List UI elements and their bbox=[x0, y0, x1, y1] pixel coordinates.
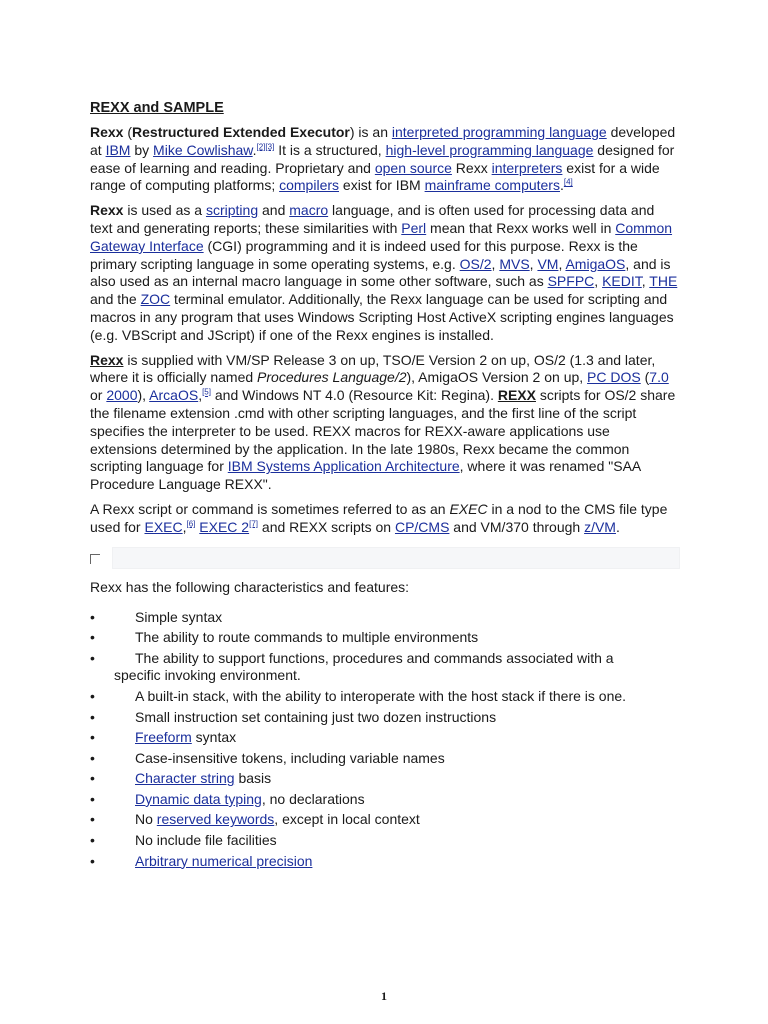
link-ibm-systems-application-architecture[interactable]: IBM Systems Application Architecture bbox=[227, 458, 460, 475]
bullet-icon: • bbox=[90, 649, 95, 666]
bullet-icon: • bbox=[90, 852, 95, 869]
link-macro[interactable]: macro bbox=[289, 202, 329, 219]
list-item-text: No include file facilities bbox=[135, 832, 277, 849]
list-item bbox=[90, 609, 680, 627]
term-rexx: Rexx bbox=[90, 124, 124, 140]
link-2000[interactable]: 2000 bbox=[106, 387, 138, 404]
link-high-level-programming-language[interactable]: high-level programming language bbox=[385, 141, 594, 158]
features-intro: Rexx has the following characteristics and features: bbox=[90, 578, 410, 595]
ref-7[interactable]: [7] bbox=[249, 519, 259, 529]
features-list bbox=[90, 609, 680, 871]
bullet-icon: • bbox=[90, 770, 95, 787]
bullet-icon: • bbox=[90, 608, 95, 625]
list-item bbox=[90, 853, 680, 871]
page-number: 1 bbox=[381, 989, 387, 1003]
paragraph-availability: Rexx is supplied with VM/SP Release 3 on up, TSO/E Version 2 on up, OS/2 (1.3 and later, where it is officially named Procedures Language/2), AmigaOS Version 2 on up, PC DOS (7.0 or 2000), ArcaOS,[5] and Windows NT 4.0 (Resource Kit: Regina). REXX scripts for OS/2 share the filename extension .cmd with other scripting languages, and the first line of the script specifies the interpreter to be used. REXX macros for REXX-aware applications use extensions determined by the application. In the late 1980s, Rexx became the common scripting language for IBM Systems Application Architecture, where it was renamed "SAA Procedure Language REXX". bbox=[90, 351, 676, 493]
link-scripting[interactable]: scripting bbox=[205, 202, 259, 219]
term-rexx-upper: REXX bbox=[497, 387, 536, 404]
list-item-text: A built-in stack, with the ability to interoperate with the host stack if there is one. bbox=[135, 687, 627, 704]
list-item bbox=[90, 811, 680, 829]
list-item bbox=[90, 791, 680, 809]
list-item bbox=[90, 629, 680, 647]
link-pc-dos[interactable]: PC DOS bbox=[587, 369, 641, 386]
link-exec-2[interactable]: EXEC 2 bbox=[199, 518, 250, 535]
link-mike-cowlishaw[interactable]: Mike Cowlishaw bbox=[153, 141, 253, 158]
link-z-vm[interactable]: z/VM bbox=[584, 518, 616, 535]
link-zoc[interactable]: ZOC bbox=[140, 291, 171, 308]
list-item bbox=[90, 709, 680, 727]
embedded-object-row bbox=[90, 547, 680, 569]
ref-6[interactable]: [6] bbox=[186, 519, 196, 529]
list-item-text: The ability to support functions, procedures and commands associated with a bbox=[135, 649, 614, 666]
bullet-icon: • bbox=[90, 729, 95, 746]
link-perl[interactable]: Perl bbox=[401, 219, 427, 236]
list-item bbox=[90, 770, 680, 788]
link-compilers[interactable]: compilers bbox=[279, 177, 340, 194]
list-item-link[interactable]: Arbitrary numerical precision bbox=[135, 852, 313, 869]
link-ibm[interactable]: IBM bbox=[105, 141, 131, 158]
list-item bbox=[90, 650, 680, 685]
link-mainframe-computers[interactable]: mainframe computers bbox=[424, 177, 560, 194]
bullet-icon: • bbox=[90, 832, 95, 849]
link-common-gateway-interface[interactable]: Common Gateway Interface bbox=[90, 219, 673, 254]
ref-5[interactable]: [5] bbox=[202, 387, 211, 397]
paragraph-usage: Rexx is used as a scripting and macro language, and is often used for processing data and text and generating reports; these similarities with Perl mean that Rexx works well in Common Gateway Interface (CGI) programming and it is indeed used for this purpose. Rexx is the primary scripting language in some operating systems, e.g. OS/2, MVS, VM, AmigaOS, and is also used as an internal macro language in some other software, such as SPFPC, KEDIT, THE and the ZOC terminal emulator. Additionally, the Rexx language can be used for scripting and macros in any program that uses Windows Scripting Host ActiveX scripting engines languages (e.g. VBScript and JScript) if one of the Rexx engines is installed. bbox=[90, 202, 678, 343]
list-item-text: Small instruction set containing just two dozen instructions bbox=[135, 708, 497, 725]
link-kedit[interactable]: KEDIT bbox=[602, 273, 642, 290]
link-vm[interactable]: VM bbox=[537, 255, 559, 272]
list-item-text: , no declarations bbox=[261, 790, 365, 807]
link-exec[interactable]: EXEC bbox=[144, 518, 183, 535]
list-item-text: syntax bbox=[191, 729, 237, 746]
link-cp-cms[interactable]: CP/CMS bbox=[394, 518, 450, 535]
term-expansion: Restructured Extended Executor bbox=[132, 124, 350, 140]
page-title: REXX and SAMPLE bbox=[90, 100, 224, 116]
link-os2[interactable]: OS/2 bbox=[459, 255, 492, 272]
bullet-icon: • bbox=[90, 708, 95, 725]
list-item-continuation: specific invoking environment. bbox=[114, 667, 301, 684]
bullet-icon: • bbox=[90, 687, 95, 704]
list-item bbox=[90, 832, 680, 850]
list-item-text: Case-insensitive tokens, including variable names bbox=[135, 749, 445, 766]
ref-4[interactable]: [4] bbox=[563, 177, 573, 187]
link-open-source[interactable]: open source bbox=[374, 159, 452, 176]
link-mvs[interactable]: MVS bbox=[499, 255, 530, 272]
checkbox-icon[interactable] bbox=[90, 554, 100, 564]
link-interpreters[interactable]: interpreters bbox=[491, 159, 563, 176]
list-item-text: No bbox=[135, 811, 157, 828]
link-the[interactable]: THE bbox=[649, 273, 678, 290]
link-arcaos[interactable]: ArcaOS bbox=[149, 387, 199, 404]
link-amigaos[interactable]: AmigaOS bbox=[565, 255, 626, 272]
paragraph-intro: Rexx (Restructured Extended Executor) is an interpreted programming language developed at IBM by Mike Cowlishaw.[2][3] It is a structured, high-level programming language designed for ease of learning and reading. Proprietary and open source Rexx interpreters exist for a wide range of computing platforms; compilers exist for IBM mainframe computers.[4] bbox=[90, 124, 676, 194]
bullet-icon: • bbox=[90, 811, 95, 828]
link-7-0[interactable]: 7.0 bbox=[649, 369, 669, 386]
term-rexx: Rexx bbox=[90, 202, 124, 219]
bullet-icon: • bbox=[90, 749, 95, 766]
ref-2-3[interactable]: [2][3] bbox=[256, 142, 275, 152]
bullet-icon: • bbox=[90, 790, 95, 807]
list-item-link[interactable]: Freeform bbox=[135, 729, 192, 746]
bullet-icon: • bbox=[90, 629, 95, 646]
list-item-link[interactable]: Dynamic data typing bbox=[135, 790, 262, 807]
list-item bbox=[90, 729, 680, 747]
list-item-text: , except in local context bbox=[274, 811, 420, 828]
link-interpreted-programming-language[interactable]: interpreted programming language bbox=[391, 124, 607, 140]
embedded-object-placeholder bbox=[112, 547, 680, 569]
list-item-text: basis bbox=[234, 770, 272, 787]
list-item-text: The ability to route commands to multiple environments bbox=[135, 629, 479, 646]
list-item-text: Simple syntax bbox=[135, 608, 223, 625]
list-item bbox=[90, 750, 680, 768]
paragraph-exec: A Rexx script or command is sometimes referred to as an EXEC in a nod to the CMS file type used for EXEC,[6] EXEC 2[7] and REXX scripts on CP/CMS and VM/370 through z/VM. bbox=[90, 500, 668, 535]
list-item-link[interactable]: reserved keywords bbox=[156, 811, 275, 828]
document-page bbox=[90, 100, 680, 873]
list-item-link[interactable]: Character string bbox=[135, 770, 235, 787]
list-item bbox=[90, 688, 680, 706]
link-spfpc[interactable]: SPFPC bbox=[547, 273, 595, 290]
term-rexx: Rexx bbox=[90, 351, 124, 368]
